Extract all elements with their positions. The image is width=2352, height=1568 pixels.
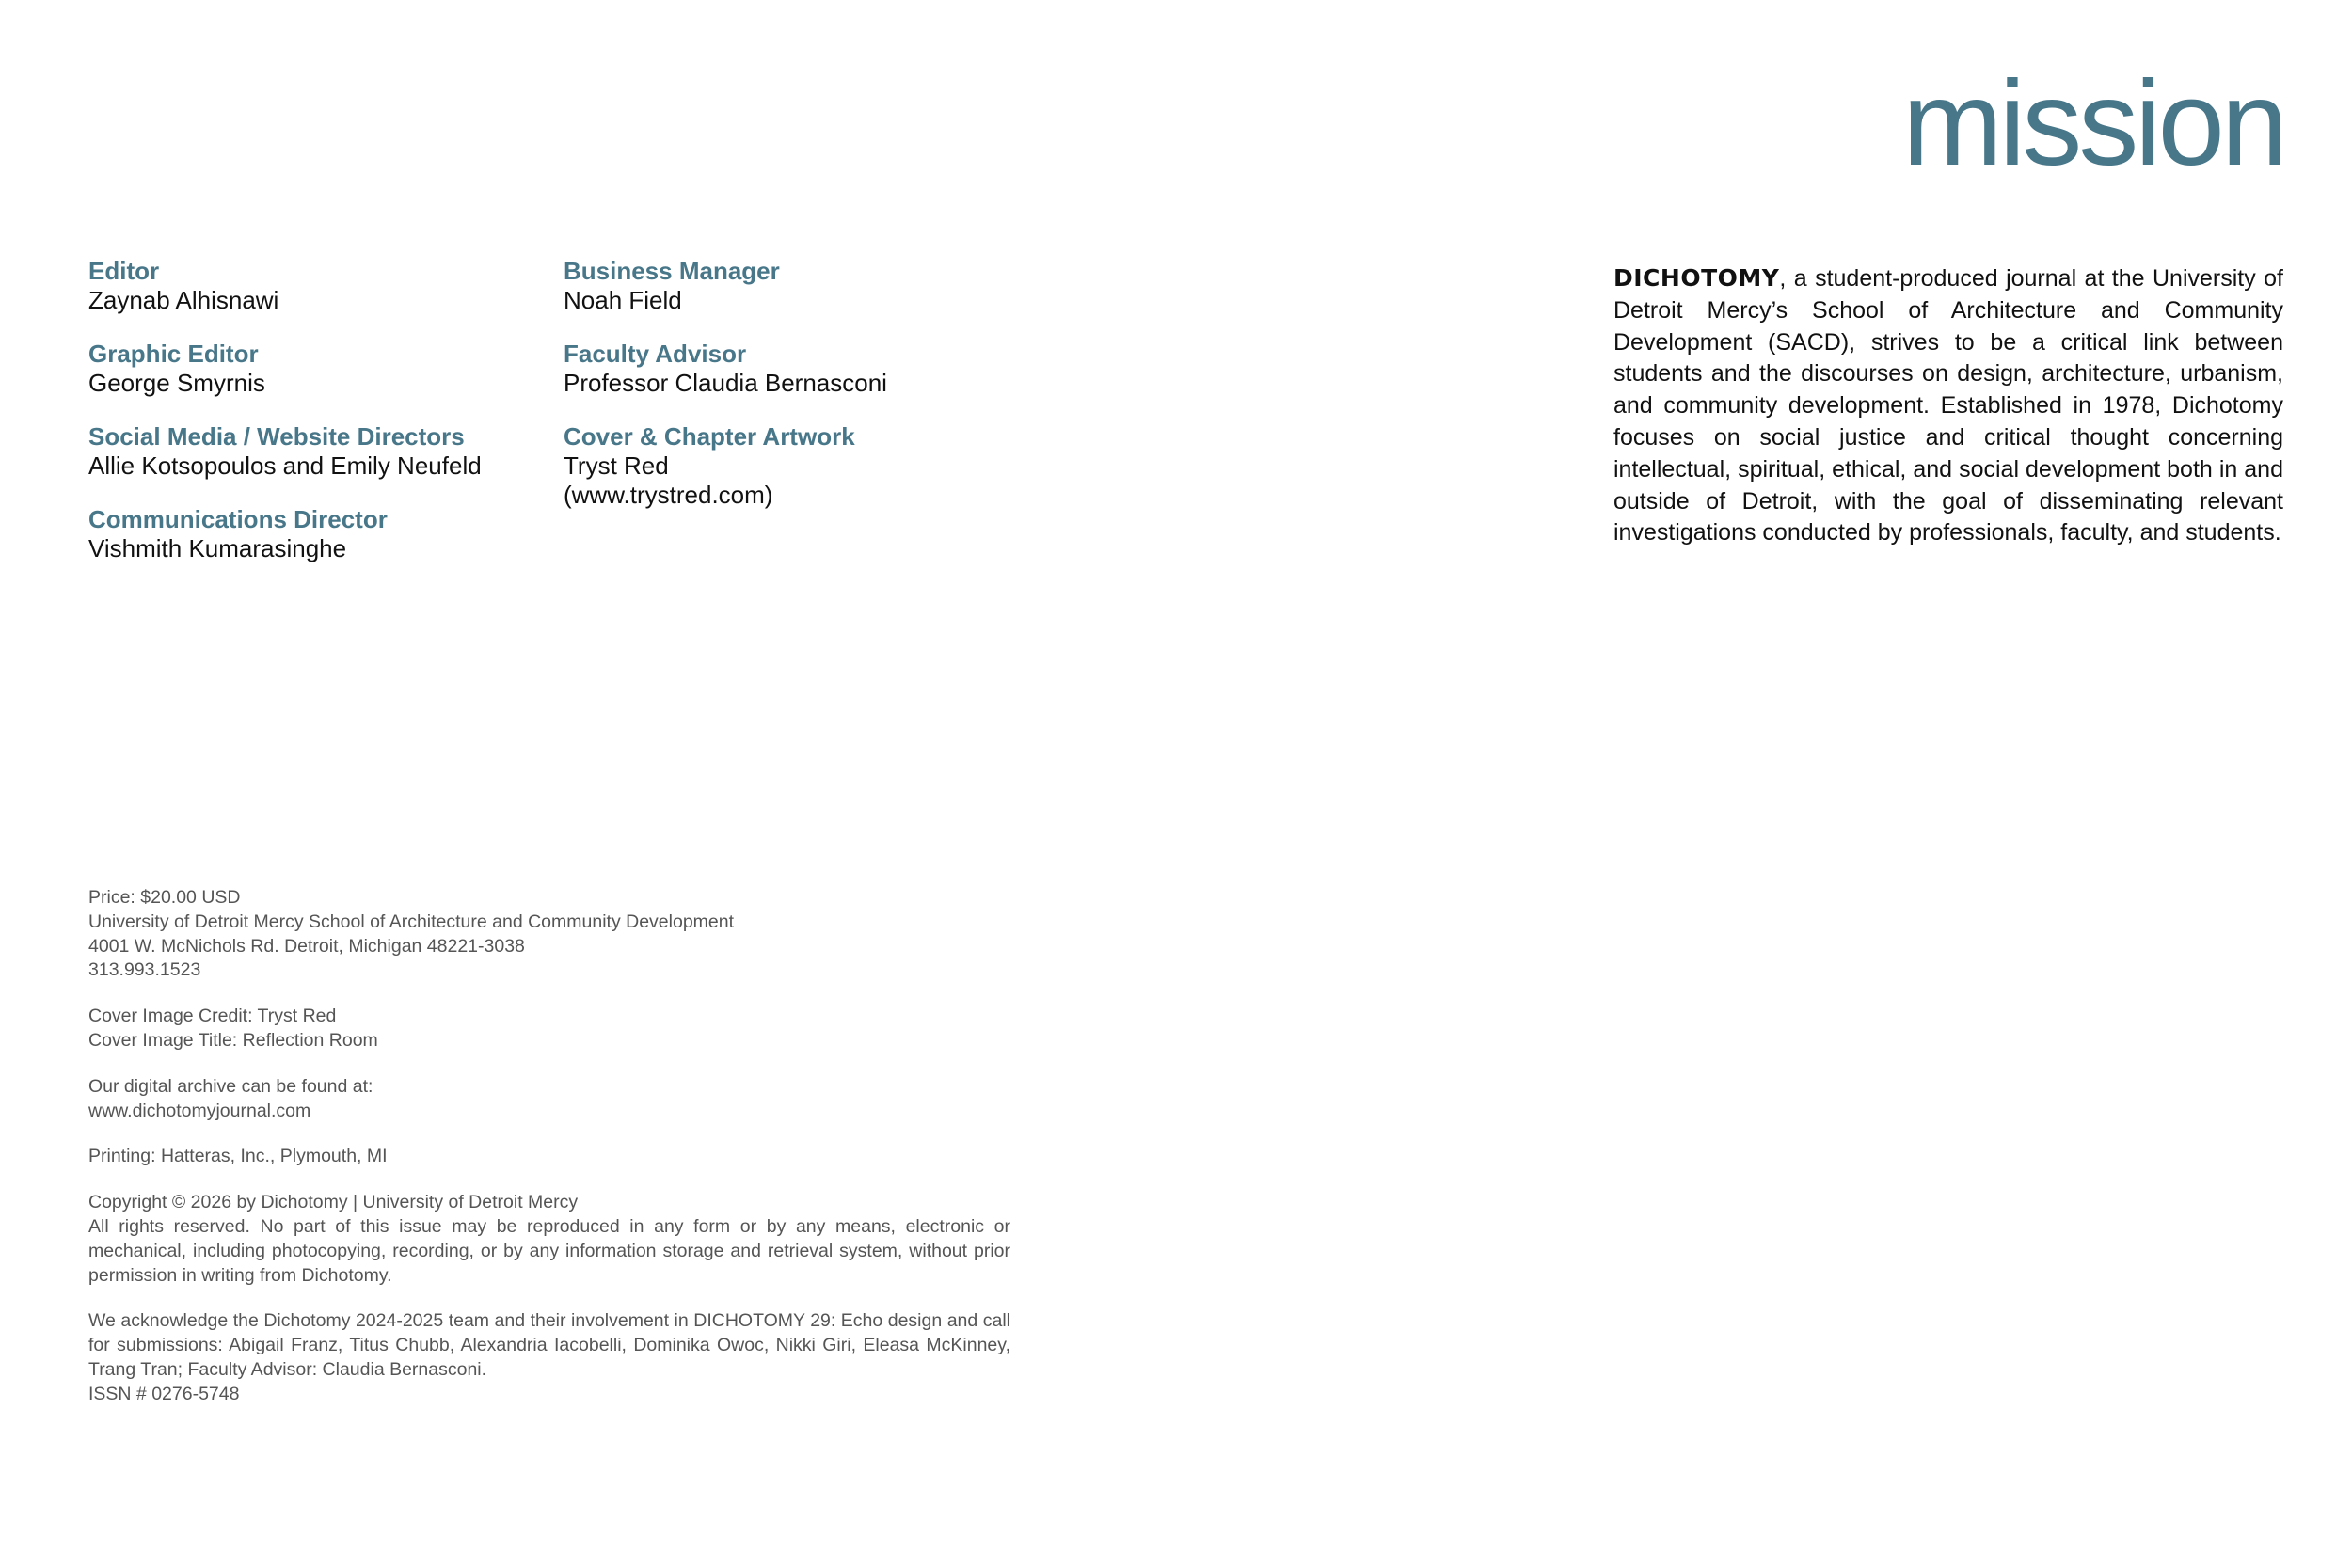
printing-info [88, 1145, 1010, 1169]
mission-text: , a student-produced journal at the University of Detroit Mercy’s School of Architecture and Community Development (SACD), strives to be a critical link between students and the discourses on design, architecture, urbanism, and community development. Established in 1978, Dichotomy focuses on social justice and critical thought concerning intellectual, spiritual, ethical, and social development both in and outside of Detroit, with the goal of disseminating relevant investigations conducted by professionals, faculty, and students. [1613, 265, 2283, 546]
mission-statement [1613, 262, 2283, 549]
archive-label: Our digital archive can be found at: [88, 1075, 373, 1097]
masthead-entry-graphic-editor [88, 340, 540, 398]
role-title: Business Manager [564, 257, 780, 285]
masthead-entry-social-media [88, 422, 540, 481]
role-name: Zaynab Alhisnawi [88, 286, 279, 314]
printing: Printing: Hatteras, Inc., Plymouth, MI [88, 1146, 388, 1167]
role-title: Cover & Chapter Artwork [564, 422, 855, 451]
role-title: Graphic Editor [88, 340, 259, 368]
acknowledgement-info [88, 1309, 1010, 1406]
masthead-entry-communications [88, 505, 540, 563]
price: Price: $20.00 USD [88, 887, 241, 908]
publication-info [88, 886, 1010, 983]
cover-info [88, 1005, 1010, 1053]
role-name: Vishmith Kumarasinghe [88, 534, 347, 562]
artist-website: (www.trystred.com) [564, 481, 773, 509]
archive-url: www.dichotomyjournal.com [88, 1100, 311, 1121]
role-title: Social Media / Website Directors [88, 422, 465, 451]
issn: ISSN # 0276-5748 [88, 1383, 240, 1404]
masthead-entry-faculty-advisor [564, 340, 1015, 398]
role-title: Communications Director [88, 505, 388, 533]
page-title: mission [1902, 56, 2284, 191]
role-name: George Smyrnis [88, 369, 265, 397]
role-title: Faculty Advisor [564, 340, 747, 368]
mission-brand: DICHOTOMY [1613, 264, 1780, 292]
colophon [88, 886, 1010, 1429]
copyright: Copyright © 2026 by Dichotomy | University of Detroit Mercy [88, 1192, 579, 1213]
masthead-entry-editor [88, 257, 540, 315]
acknowledgement: We acknowledge the Dichotomy 2024-2025 team and their involvement in DICHOTOMY 29: Echo design and call for submissions: Abigail Franz, Titus Chubb, Alexandria Iacobelli, Dominika Owoc, Nikki Giri, Eleasa McKinney, Trang Tran; Faculty Advisor: Claudia Bernasconi. [88, 1310, 1010, 1380]
address: 4001 W. McNichols Rd. Detroit, Michigan 48221-3038 [88, 935, 525, 957]
role-title: Editor [88, 257, 160, 285]
rights-notice: All rights reserved. No part of this issue may be reproduced in any form or by any means, electronic or mechanical, including photocopying, recording, or by any information storage and retrieval system, without prior permission in writing from Dichotomy. [88, 1215, 1010, 1286]
role-name: Professor Claudia Bernasconi [564, 369, 887, 397]
school-name: University of Detroit Mercy School of Architecture and Community Development [88, 911, 735, 932]
role-name: Allie Kotsopoulos and Emily Neufeld [88, 451, 482, 480]
masthead-entry-business-manager [564, 257, 1015, 315]
cover-credit: Cover Image Credit: Tryst Red [88, 1006, 337, 1027]
role-name: Tryst Red [564, 451, 669, 480]
masthead-left-column [88, 257, 540, 588]
masthead-entry-cover-artwork [564, 422, 1015, 510]
cover-title: Cover Image Title: Reflection Room [88, 1029, 378, 1051]
masthead-right-column [564, 257, 1015, 534]
phone: 313.993.1523 [88, 959, 201, 981]
role-name: Noah Field [564, 286, 682, 314]
archive-info [88, 1075, 1010, 1124]
copyright-info [88, 1191, 1010, 1288]
